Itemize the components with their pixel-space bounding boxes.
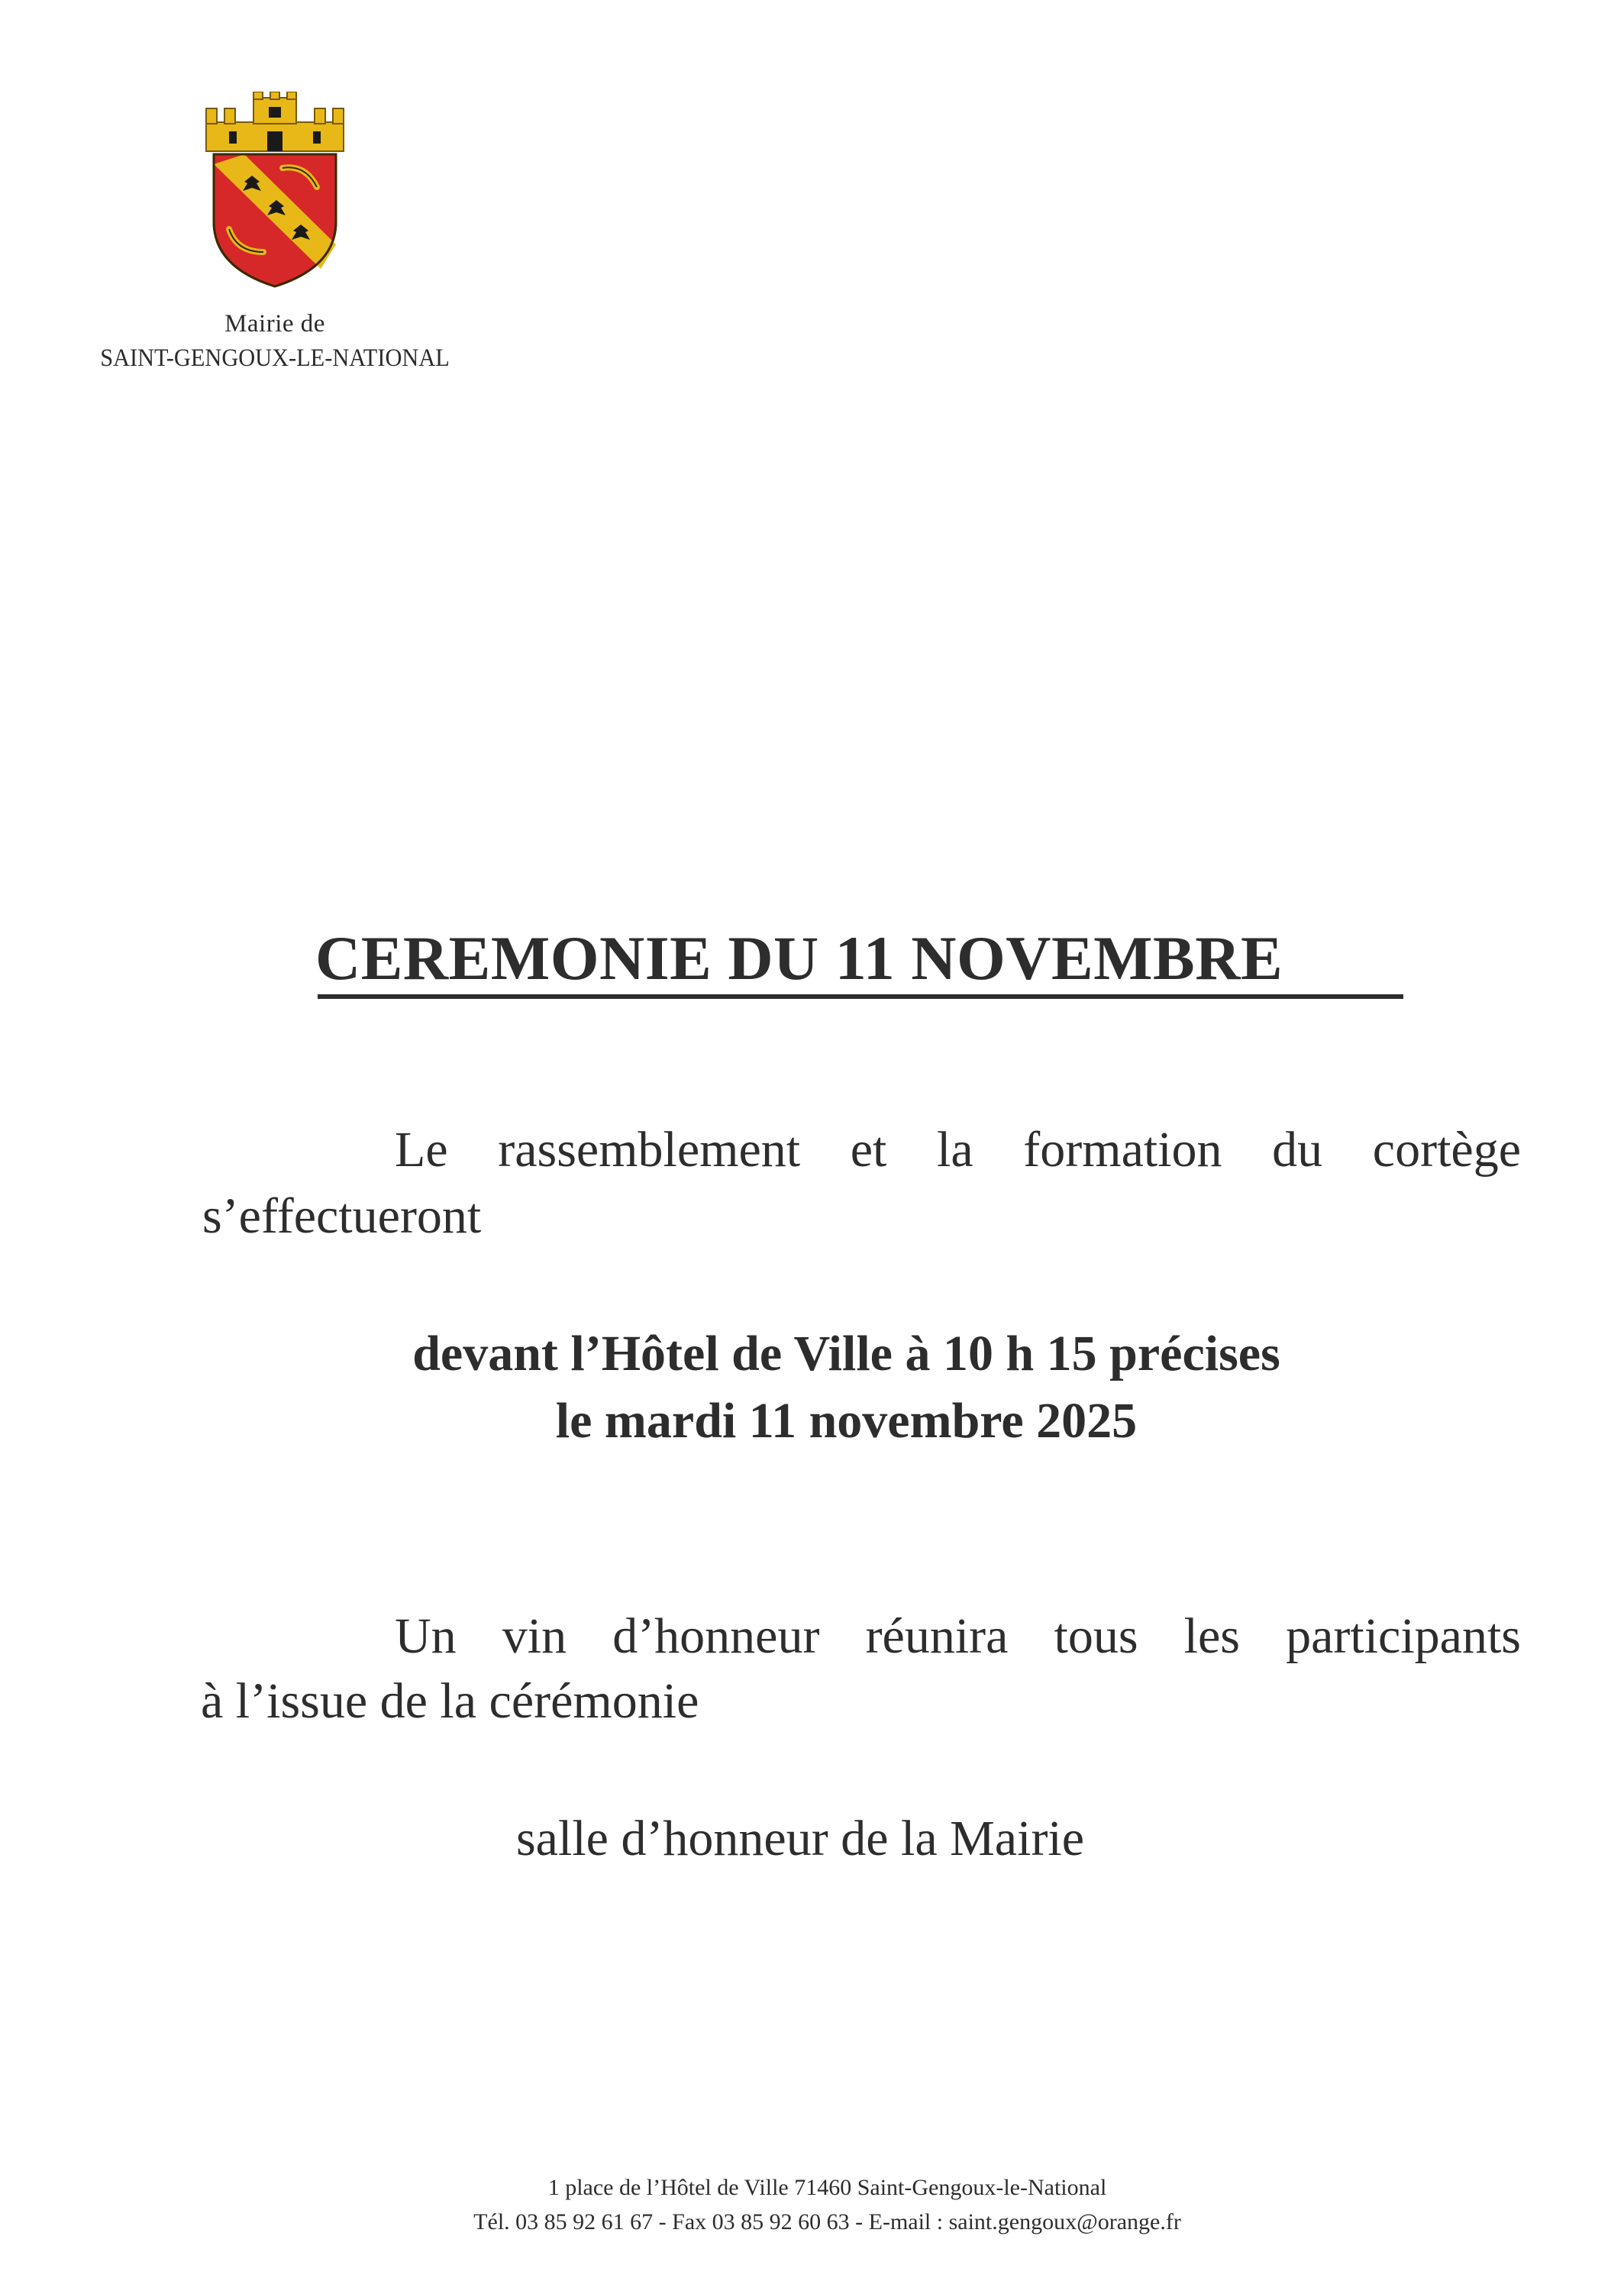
- mairie-label: Mairie de: [224, 310, 325, 338]
- paragraph1-line2: s’effectueront: [202, 1188, 482, 1244]
- footer-contact: Tél. 03 85 92 61 67 - Fax 03 85 92 60 63 - E-mail : saint.gengoux@orange.fr: [473, 2209, 1181, 2234]
- footer-address: 1 place de l’Hôtel de Ville 71460 Saint-Gengoux-le-National: [547, 2175, 1107, 2200]
- commune-name: SAINT-GENGOUX-LE-NATIONAL: [100, 344, 450, 372]
- highlight-line1: devant l’Hôtel de Ville à 10 h 15 précises: [412, 1326, 1280, 1381]
- coat-of-arms-icon: [191, 92, 359, 290]
- letterhead: [84, 92, 466, 373]
- paragraph1-line1: Le rassemblement et la formation du cortège: [395, 1122, 1521, 1178]
- paragraph2-line1: Un vin d’honneur réunira tous les participants: [395, 1608, 1521, 1664]
- page-title: CEREMONIE DU 11 NOVEMBRE: [315, 923, 1283, 993]
- highlight-line2: le mardi 11 novembre 2025: [555, 1393, 1138, 1449]
- title-underline: [318, 994, 1403, 999]
- paragraph2-line2: à l’issue de la cérémonie: [201, 1673, 699, 1729]
- location-line: salle d’honneur de la Mairie: [516, 1811, 1085, 1866]
